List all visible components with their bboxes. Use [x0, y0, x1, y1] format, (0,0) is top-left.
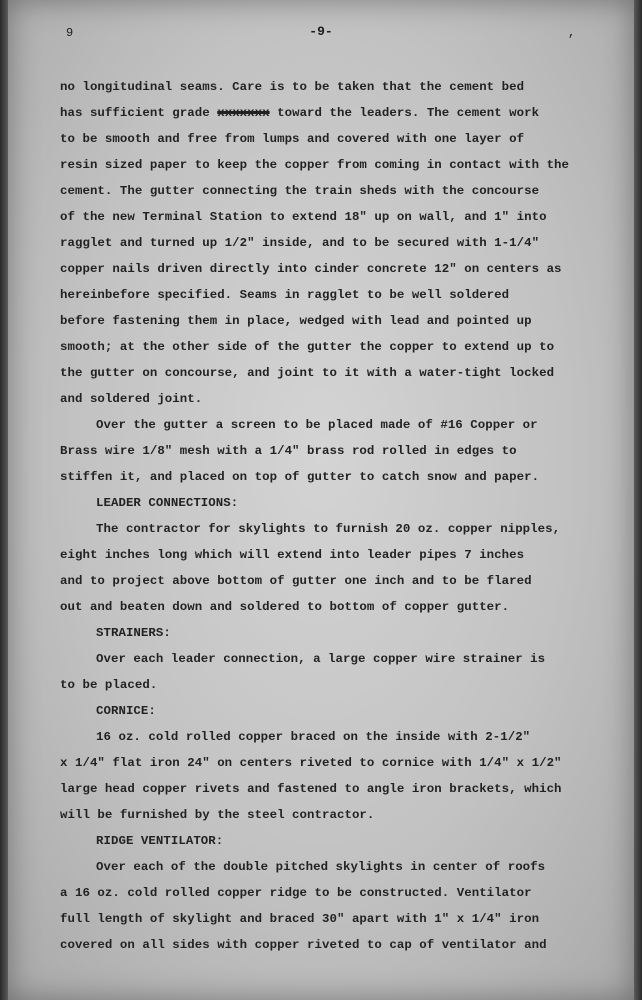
scan-edge-right [634, 0, 642, 1000]
text-line: and soldered joint. [60, 392, 203, 406]
page-number: -9- [309, 24, 333, 39]
text-line: has sufficient grade xxxxxxx toward the leaders. The cement work [60, 106, 540, 120]
text-line: Over the gutter a screen to be placed made of #16 Copper or [96, 418, 538, 432]
text-line: covered on all sides with copper riveted to cap of ventilator and [60, 938, 547, 952]
text-line: out and beaten down and soldered to bottom of copper gutter. [60, 600, 510, 614]
scan-edge-left [0, 0, 8, 1000]
struck-out-text: xxxxxxx [217, 106, 270, 120]
text-line: eight inches long which will extend into leader pipes 7 inches [60, 548, 525, 562]
text-line: resin sized paper to keep the copper from coming in contact with the [60, 158, 570, 172]
corner-mark-left: 9 [66, 26, 74, 40]
text-line: ragglet and turned up 1/2" inside, and to be secured with 1-1/4" [60, 236, 540, 250]
text-line: smooth; at the other side of the gutter the copper to extend up to [60, 340, 555, 354]
text-line: large head copper rivets and fastened to angle iron brackets, which [60, 782, 562, 796]
text-line: stiffen it, and placed on top of gutter to catch snow and paper. [60, 470, 540, 484]
corner-mark-right: , [568, 26, 576, 40]
text-line: no longitudinal seams. Care is to be taken that the cement bed [60, 80, 525, 94]
text-line: cement. The gutter connecting the train sheds with the concourse [60, 184, 540, 198]
text-line: Over each leader connection, a large copper wire strainer is [96, 652, 546, 666]
text-line: to be smooth and free from lumps and covered with one layer of [60, 132, 525, 146]
section-heading: STRAINERS: [96, 626, 171, 640]
text-line: before fastening them in place, wedged with lead and pointed up [60, 314, 532, 328]
section-heading: CORNICE: [96, 704, 156, 718]
text-line: 16 oz. cold rolled copper braced on the inside with 2-1/2" [96, 730, 531, 744]
text-line: The contractor for skylights to furnish 20 oz. copper nipples, [96, 522, 561, 536]
text-line: Over each of the double pitched skylights in center of roofs [96, 860, 546, 874]
text-line: x 1/4" flat iron 24" on centers riveted to cornice with 1/4" x 1/2" [60, 756, 562, 770]
text-line: and to project above bottom of gutter one inch and to be flared [60, 574, 532, 588]
text-line: hereinbefore specified. Seams in ragglet to be well soldered [60, 288, 510, 302]
section-heading: RIDGE VENTILATOR: [96, 834, 224, 848]
text-line: full length of skylight and braced 30" apart with 1" x 1/4" iron [60, 912, 540, 926]
section-heading: LEADER CONNECTIONS: [96, 496, 239, 510]
text-line: copper nails driven directly into cinder concrete 12" on centers as [60, 262, 562, 276]
text-line: will be furnished by the steel contractor. [60, 808, 375, 822]
text-line: a 16 oz. cold rolled copper ridge to be constructed. Ventilator [60, 886, 532, 900]
text-line: Brass wire 1/8" mesh with a 1/4" brass rod rolled in edges to [60, 444, 517, 458]
document-page [8, 0, 634, 1000]
text-line: to be placed. [60, 678, 158, 692]
text-line: the gutter on concourse, and joint to it with a water-tight locked [60, 366, 555, 380]
text-line: of the new Terminal Station to extend 18" up on wall, and 1" into [60, 210, 547, 224]
